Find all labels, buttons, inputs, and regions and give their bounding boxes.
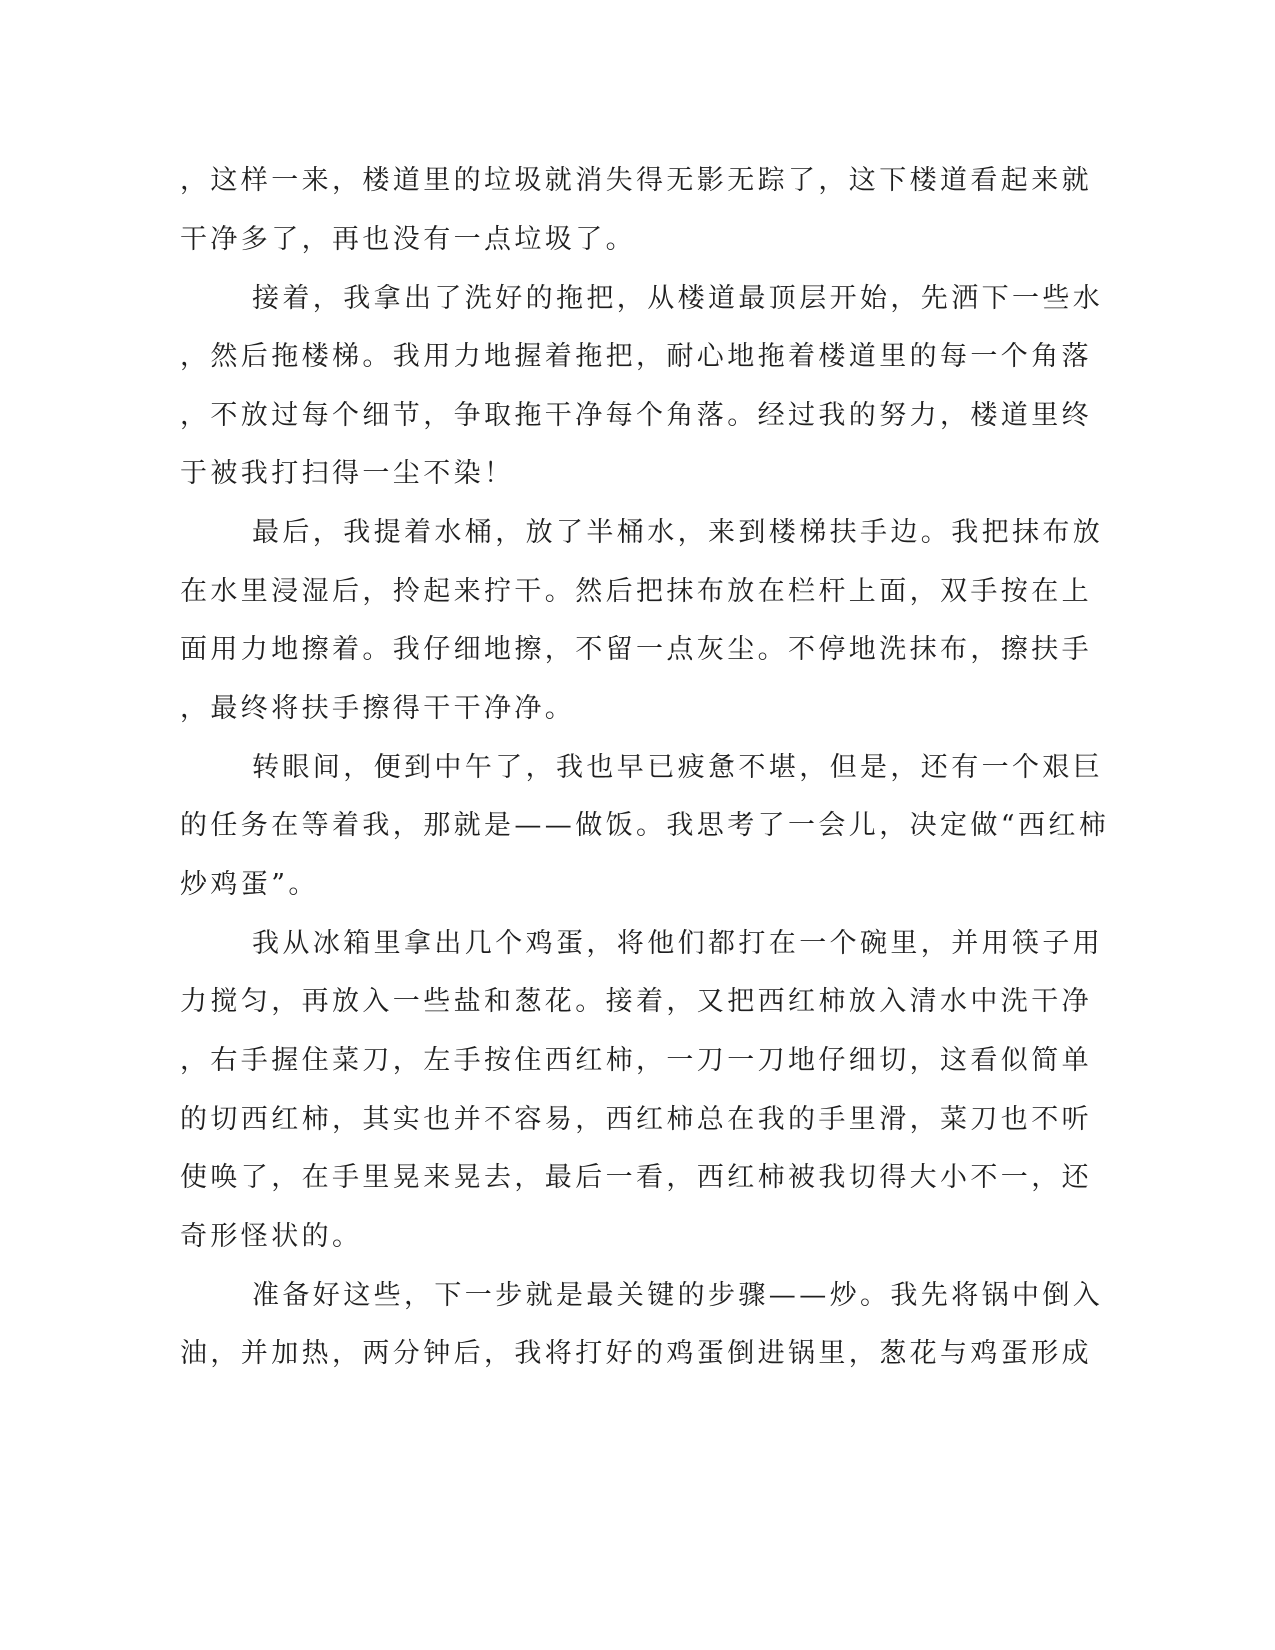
text-line: 接着，我拿出了洗好的拖把，从楼道最顶层开始，先洒下一些水: [252, 283, 1104, 314]
text-line: 奇形怪状的。: [180, 1221, 363, 1252]
text-line: 力搅匀，再放入一些盐和葱花。接着，又把西红柿放入清水中洗干净: [180, 986, 1092, 1017]
text-line: 最后，我提着水桶，放了半桶水，来到楼梯扶手边。我把抹布放: [252, 517, 1104, 548]
text-line: 使唤了，在手里晃来晃去，最后一看，西红柿被我切得大小不一，还: [180, 1162, 1092, 1193]
text-line: 的任务在等着我，那就是——做饭。我思考了一会儿，决定做“西红柿: [180, 810, 1110, 841]
text-line: 转眼间，便到中午了，我也早已疲惫不堪，但是，还有一个艰巨: [252, 752, 1104, 783]
text-line: ，然后拖楼梯。我用力地握着拖把，耐心地拖着楼道里的每一个角落: [180, 341, 1092, 372]
text-line: 干净多了，再也没有一点垃圾了。: [180, 224, 636, 255]
text-line: 面用力地擦着。我仔细地擦，不留一点灰尘。不停地洗抹布，擦扶手: [180, 634, 1092, 665]
text-line: 的切西红柿，其实也并不容易，西红柿总在我的手里滑，菜刀也不听: [180, 1104, 1092, 1135]
text-line: ，不放过每个细节，争取拖干净每个角落。经过我的努力，楼道里终: [180, 400, 1092, 431]
text-line: ，右手握住菜刀，左手按住西红柿，一刀一刀地仔细切，这看似简单: [180, 1045, 1092, 1076]
text-line: 油，并加热，两分钟后，我将打好的鸡蛋倒进锅里，葱花与鸡蛋形成: [180, 1338, 1092, 1369]
text-line: 在水里浸湿后，拎起来拧干。然后把抹布放在栏杆上面，双手按在上: [180, 576, 1092, 607]
text-line: ，这样一来，楼道里的垃圾就消失得无影无踪了，这下楼道看起来就: [180, 165, 1092, 196]
text-line: 准备好这些，下一步就是最关键的步骤——炒。我先将锅中倒入: [252, 1280, 1104, 1311]
text-line: ，最终将扶手擦得干干净净。: [180, 693, 576, 724]
text-line: 我从冰箱里拿出几个鸡蛋，将他们都打在一个碗里，并用筷子用: [252, 928, 1104, 959]
text-line: 炒鸡蛋”。: [180, 869, 319, 900]
text-line: 于被我打扫得一尘不染！: [180, 458, 515, 489]
